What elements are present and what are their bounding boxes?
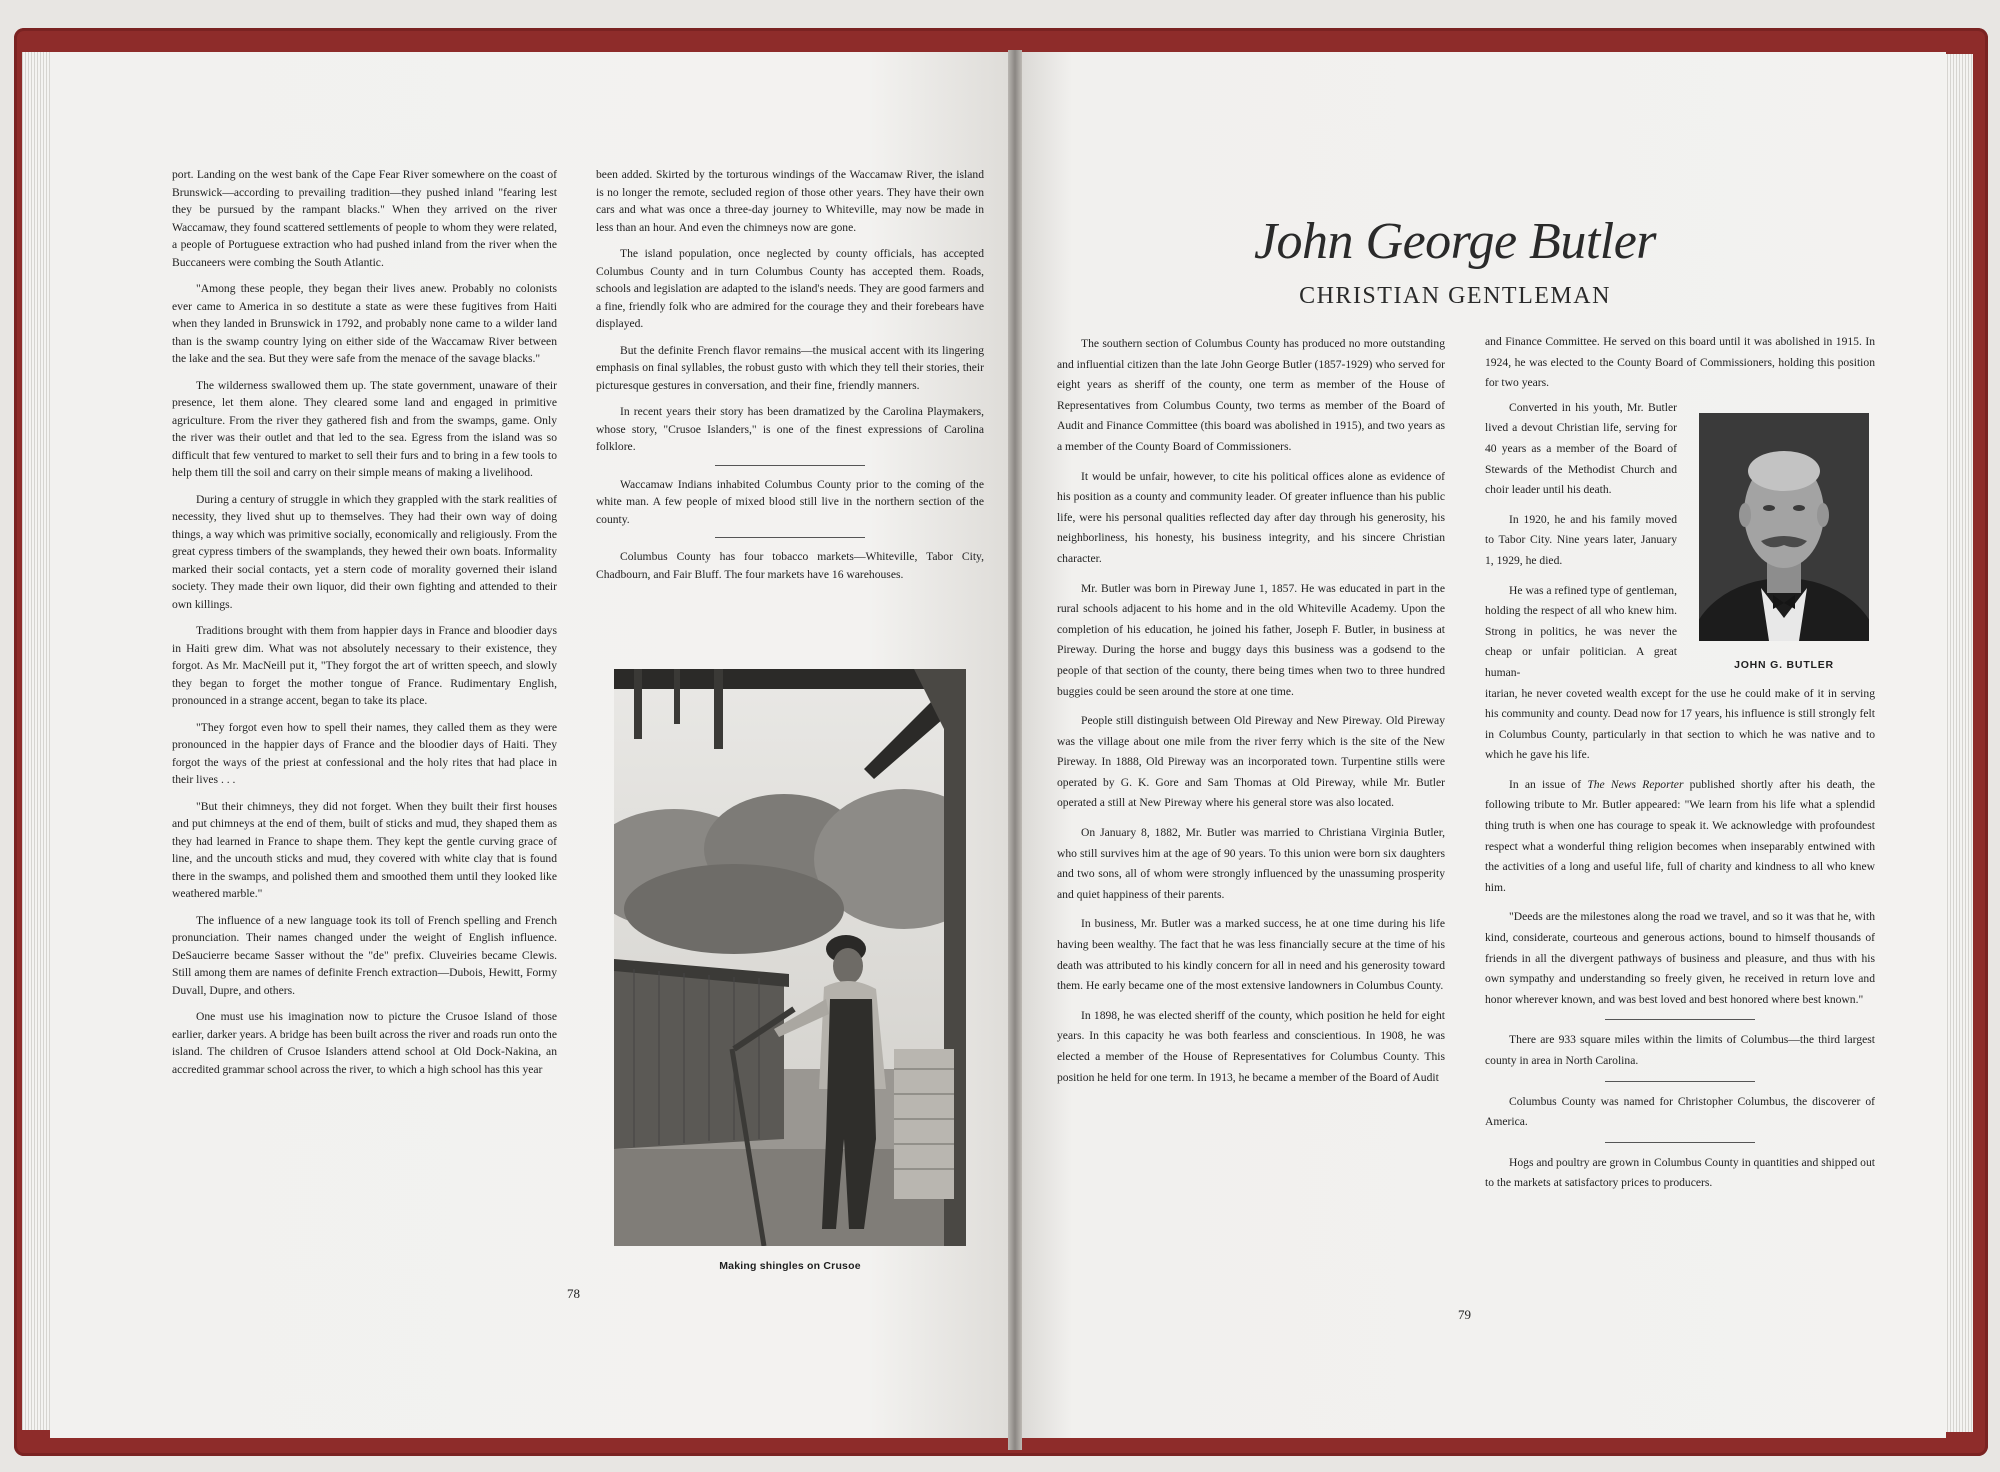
divider (715, 465, 865, 466)
paragraph: On January 8, 1882, Mr. Butler was married to Christiana Virginia Butler, who still survives him at the age of 90 years. To this union were born six daughters and two sons, all of whom were strongly influenced by the unassuming prosperity and quiet happiness of their parents. (1057, 826, 1445, 901)
paragraph: Traditions brought with them from happier days in France and bloodier days in Haiti grew dim. What was not absolutely necessary to their existence, they forgot. As Mr. MacNeill put it, "They forgot the art of written speech, and slowly they began to forget the mother tongue of France. Rudimentary English, pronounced in a strange accent, began to take its place. (172, 624, 557, 707)
paragraph: The wilderness swallowed them up. The state government, unaware of their presence, let them alone. They cleared some land and engaged in primitive agriculture. From the river they gathered fish and from the swamps, game. Only the river was their outlet and that led to the sea. Egress from the island was so difficult that few ventured to market to sell their furs and to bring in a few tools to help them till the soil and carry on their simple means of making a livelihood. (172, 378, 557, 479)
paragraph: Mr. Butler was born in Pireway June 1, 1857. He was educated in part in the rural schools adjacent to his home and in the old Whiteville Academy. Upon the completion of his education, he joined his father, Joseph F. Butler, in business at Pireway. During the horse and buggy days this business was a godsend to the people of that section of the county, there being times when two to three hundred buggies could be seen around the store at one time. (1057, 581, 1445, 698)
paragraph: and Finance Committee. He served on this board until it was abolished in 1915. In 1924, he was elected to the County Board of Commissioners, holding this position for two years. (1485, 335, 1875, 390)
page-edges-left (22, 52, 52, 1430)
page-number-left: 78 (567, 1286, 580, 1301)
paragraph: It would be unfair, however, to cite his political offices alone as evidence of his position as a county and community leader. Of greater influence than his public life, were his personal qualities reflected day after day through his generosity, his neighborliness, his honesty, his business integrity, and his sincere Christian character. (1057, 469, 1445, 565)
book-gutter (1008, 50, 1022, 1450)
left-column-1 (172, 166, 557, 1087)
tribute-intro: In an issue of (1509, 777, 1588, 791)
right-column-1 (1057, 334, 1445, 1097)
paragraph: Converted in his youth, Mr. Butler lived a devout Christian life, serving for 40 years as a member of the Board of Stewards of the Methodist Church and choir leader until his death. (1485, 400, 1677, 497)
divider (1605, 1019, 1755, 1020)
paragraph: In recent years their story has been dramatized by the Carolina Playmakers, whose story, "Crusoe Islanders," is one of the finest expressions of Carolina folklore. (596, 405, 984, 453)
butler-portrait (1699, 413, 1869, 641)
page-number-right: 79 (1458, 1307, 1471, 1322)
paragraph: But the definite French flavor remains—the musical accent with its lingering emphasis on final syllables, the robust gusto with which they tell their stories, their picturesque gestures in conversation, and their fine, friendly manners. (596, 343, 984, 392)
divider (715, 537, 865, 538)
paragraph: been added. Skirted by the torturous windings of the Waccamaw River, the island is no longer the remote, secluded region of those other years. They have their own cars and what was once a three-day journey to Whiteville, may now be made in less than an hour. And even the chimneys now are gone. (596, 168, 984, 234)
paragraph: In 1920, he and his family moved to Tabor City. Nine years later, January 1, 1929, he died. (1485, 512, 1677, 567)
paragraph: "But their chimneys, they did not forget. When they built their first houses and put chimneys at the end of them, built of sticks and mud, they shaped them as they had learned in France to shape them. They kept the gentle curving grace of line, and the uncouth sticks and mud, they covered with white clay that is found there in the swamps, and polished them and smoothed them until they looked like weathered marble." (172, 799, 557, 900)
tribute-text: published shortly after his death, the following tribute to Mr. Butler appeared: "We learn from his life what a splendid thing truth is when one has courage to speak it. We acknowledge with profoundest respect what a wonderful thing religion becomes when inseparably entwined with the activities of a long and useful life, full of charity and kindness to all who knew him. (1485, 777, 1875, 894)
paragraph: The southern section of Columbus County has produced no more outstanding and influential citizen than the late John George Butler (1857-1929) who served for eight years as sheriff of the county, one term as member of the House of Representatives from Columbus County, two terms as member of the Board of Audit and Finance Committee (this board was abolished in 1915), and two years as a member of the County Board of Commissioners. (1057, 337, 1445, 453)
fact-note: Waccamaw Indians inhabited Columbus County prior to the coming of the white man. A few people of mixed blood still live in the northern section of the county. (596, 477, 984, 526)
fact-note: Columbus County has four tobacco markets—Whiteville, Tabor City, Chadbourn, and Fair Bluff. The four markets have 16 warehouses. (596, 550, 984, 581)
paragraph: The influence of a new language took its toll of French spelling and French pronunciation. Their names changed under the weight of English influence. DeSaucierre became Sasser without the "de" prefix. Cluveiries became Clewis. Still among them are names of definite French extraction—Dubois, Hewitt, Formy Duvall, Dupre, and others. (172, 913, 557, 997)
fact-note: Hogs and poultry are grown in Columbus County in quantities and shipped out to the markets at satisfactory prices to producers. (1485, 1155, 1875, 1190)
page-edges-right (1945, 54, 1973, 1432)
paragraph: He was a refined type of gentleman, holding the respect of all who knew him. Strong in politics, he was never the cheap or unfair politician. A great human- (1485, 583, 1677, 679)
paragraph: People still distinguish between Old Pireway and New Pireway. Old Pireway was the village about one mile from the river ferry which is the site of the New Pireway. In 1888, Old Pireway was an incorporated town. Turpentine stills were operated by G. K. Gore and Sam Thomas at Old Pireway, while Mr. Butler operated a still at New Pireway where his general store was also located. (1057, 714, 1445, 810)
divider (1605, 1081, 1755, 1082)
tribute-paragraph (1485, 775, 1875, 899)
fact-note: There are 933 square miles within the limits of Columbus—the third largest county in area in North Carolina. (1485, 1033, 1875, 1067)
tribute-quote: "Deeds are the milestones along the road we travel, and so it was that he, with kind, considerate, courteous and generous actions, bound to himself thousands of friends in all the divergent pathways of business and pleasure, and thus with his own sympathy and understanding so freely given, he received in return love and honor wherever known, and was best loved and best honored where best known." (1485, 910, 1875, 1006)
paragraph: One must use his imagination now to picture the Crusoe Island of those earlier, darker years. A bridge has been built across the river and roads run onto the island. The children of Crusoe Islanders attend school at Old Dock-Nakina, an accredited grammar school across the river, to which a high school has this year (172, 1010, 557, 1076)
left-column-2 (596, 166, 984, 592)
photo-caption: Making shingles on Crusoe (719, 1260, 861, 1272)
paragraph: In business, Mr. Butler was a marked success, he at one time during his life having been wealthy. The fact that he was less financially secure at the time of his death was attributed to his kindly concern for all in need and his generosity toward them. He early became one of the most extensive landowners in Columbus County. (1057, 917, 1445, 993)
paragraph: The island population, once neglected by county officials, has accepted Columbus County and in turn Columbus County has accepted them. Roads, schools and legislation are adapted to the island's needs. They are good farmers and a fine, friendly folk who are admired for the courage they and their forebears have displayed. (596, 247, 984, 330)
paragraph: "Among these people, they began their lives anew. Probably no colonists ever came to America in so destitute a state as were these fugitives from Haiti when they landed in Brunswick in 1792, and probably none came to a wilder land than is the swamp country lying on either side of the Waccamaw River between the lake and the sea. But they were safe from the menace of the savage blacks." (172, 282, 557, 365)
paragraph: itarian, he never coveted wealth except for the use he could make of it in serving his community and county. Dead now for 17 years, his influence is still strongly felt in Columbus County, particularly in that section to which he was native and to which he gave his life. (1485, 686, 1875, 762)
article-subtitle: CHRISTIAN GENTLEMAN (1299, 283, 1611, 309)
divider (1605, 1142, 1755, 1143)
paragraph: "They forgot even how to spell their names, they called them as they were pronounced in the happier days of France and the bloodier days of Haiti. They forgot the ways of the priest at confessional and the holy rites that had place in their lives . . . (172, 720, 557, 786)
paragraph: port. Landing on the west bank of the Cape Fear River somewhere on the coast of Brunswick—according to prevailing tradition—they pushed inland "fearing lest they be pursued by the rampant blacks." When they arrived on the river Waccamaw, they found scattered settlements of people to whom they were related, a people of Portuguese extraction who had pushed inland from the river when the Buccaneers were combing the South Atlantic. (172, 168, 557, 269)
publication-name: The News Reporter (1587, 777, 1684, 791)
article-title: John George Butler (1253, 213, 1657, 270)
portrait-caption: JOHN G. BUTLER (1734, 659, 1834, 671)
fact-note: Columbus County was named for Christopher Columbus, the discoverer of America. (1485, 1094, 1875, 1129)
shingle-making-photo (614, 669, 966, 1246)
paragraph: In 1898, he was elected sheriff of the county, which position he held for eight years. In this capacity he was both fearless and conscientious. In 1908, he was elected a member of the House of Representatives for Columbus County. This position he held for one term. In 1913, he became a member of the Board of Audit (1057, 1008, 1445, 1084)
paragraph: During a century of struggle in which they grappled with the stark realities of necessity, they lived shut up to themselves. They had their own way of doing things, a way which was primitive socially, economically and religiously. From the great cypress timbers of the swamplands, they hewed their own boats. Informality marked their social contacts, yet a stern code of morality governed their island society. They made their own liquor, did their own fighting and attended to their own killings. (172, 492, 557, 611)
